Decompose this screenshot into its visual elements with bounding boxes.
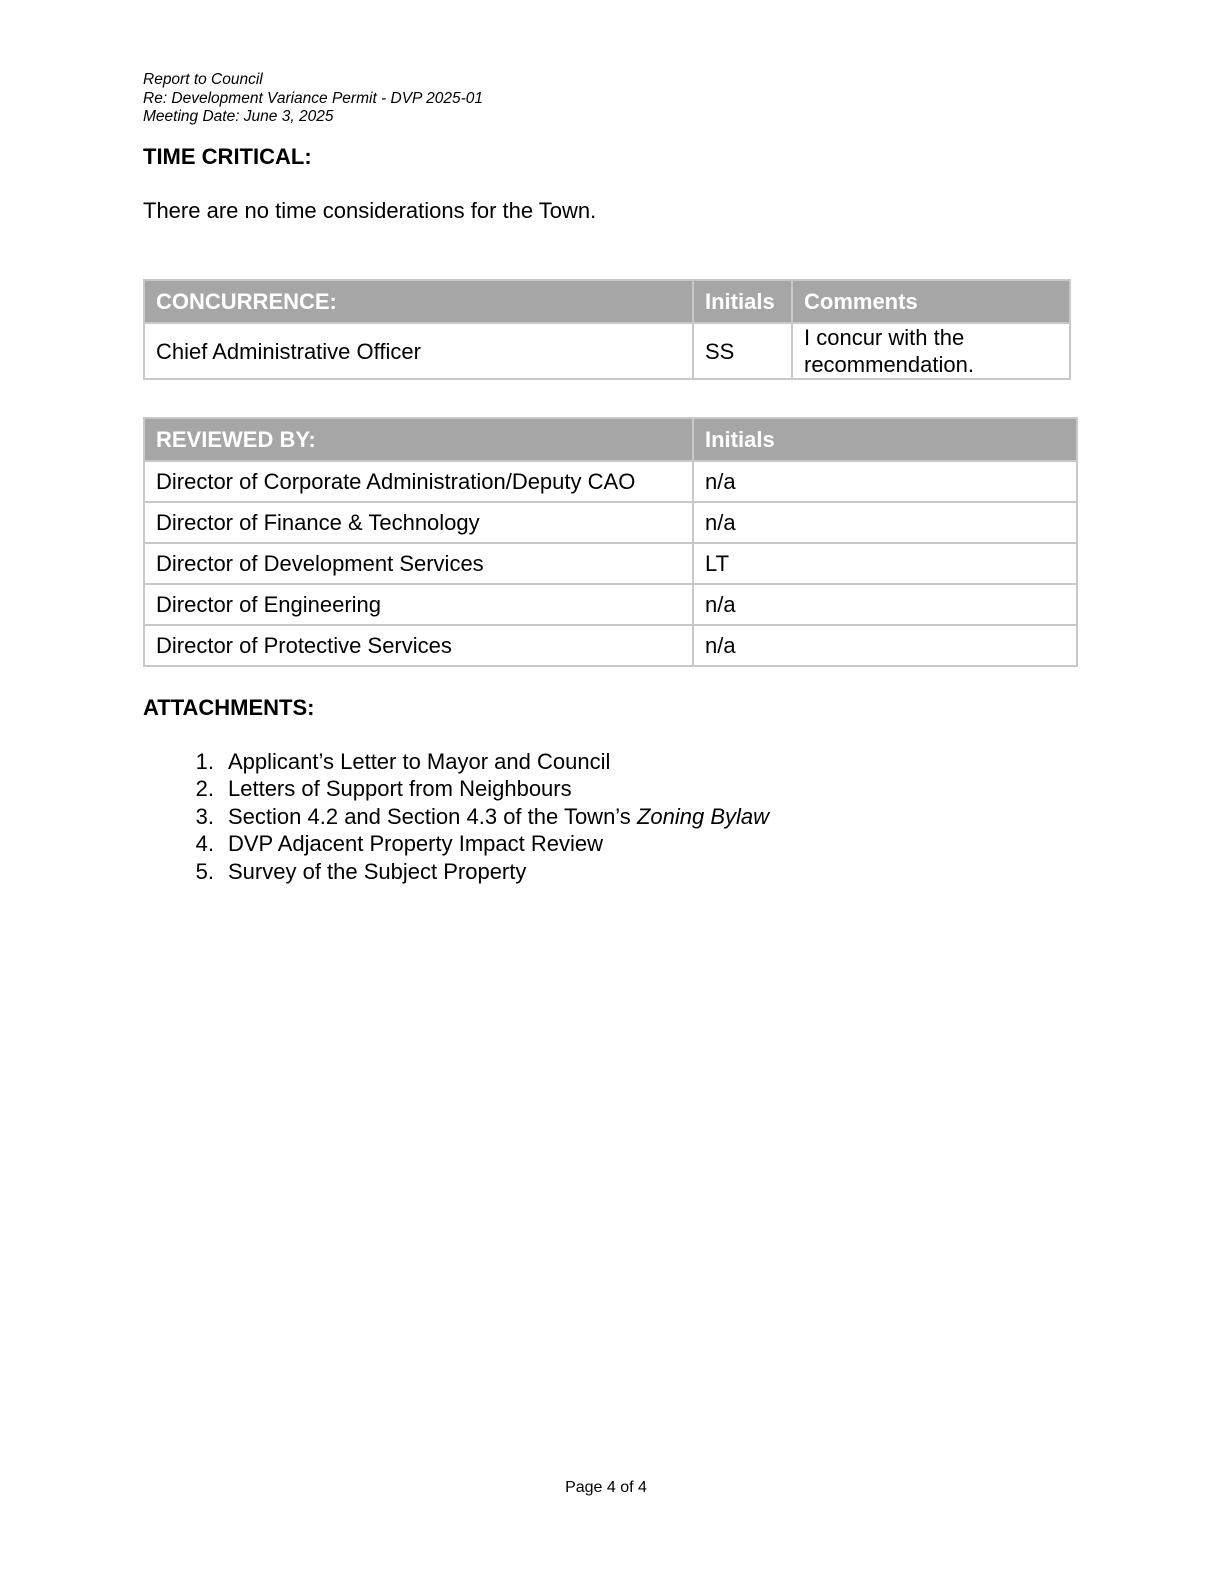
- document-header: [143, 71, 483, 127]
- concurrence-header-comments: Comments: [792, 280, 1070, 323]
- table-row: [144, 461, 1077, 502]
- list-item-text: Section 4.2 and Section 4.3 of the Town’s: [228, 803, 631, 829]
- list-item-text: Survey of the Subject Property: [228, 858, 527, 884]
- list-item-number: 5.: [195, 858, 214, 884]
- header-meeting-date-line: Meeting Date: June 3, 2025: [143, 108, 334, 125]
- list-item-text: Applicant’s Letter to Mayor and Council: [228, 749, 611, 774]
- reviewed-role-cell: Director of Finance & Technology: [144, 502, 693, 543]
- attachments-list: [143, 748, 769, 885]
- reviewed-header-initials: Initials: [693, 418, 1077, 461]
- concurrence-comment-cell: I concur with the recommendation.: [792, 323, 1070, 379]
- list-item: [143, 858, 769, 885]
- concurrence-table: [143, 279, 1071, 380]
- reviewed-header-row: [144, 418, 1077, 461]
- list-item-number: 3.: [195, 803, 214, 829]
- list-item: [143, 830, 769, 857]
- reviewed-header-role: REVIEWED BY:: [144, 418, 693, 461]
- header-report-line: Report to Council: [143, 71, 263, 88]
- time-critical-text: There are no time considerations for the Town.: [143, 198, 597, 223]
- table-row: [144, 584, 1077, 625]
- list-item-text: Letters of Support from Neighbours: [228, 776, 572, 802]
- table-row: [144, 625, 1077, 666]
- table-row: [144, 323, 1070, 379]
- list-item: [143, 803, 769, 830]
- reviewed-by-table: [143, 417, 1078, 667]
- list-item: [143, 748, 769, 775]
- time-critical-heading: TIME CRITICAL:: [143, 144, 312, 169]
- reviewed-role-cell: Director of Engineering: [144, 584, 693, 625]
- concurrence-header-role: CONCURRENCE:: [144, 280, 693, 323]
- table-row: [144, 502, 1077, 543]
- reviewed-initials-cell: LT: [693, 543, 1077, 584]
- table-row: [144, 543, 1077, 584]
- list-item-text: DVP Adjacent Property Impact Review: [228, 831, 603, 857]
- list-item-number: 1.: [195, 749, 214, 774]
- reviewed-role-cell: Director of Corporate Administration/Deputy CAO: [144, 461, 693, 502]
- reviewed-role-cell: Director of Protective Services: [144, 625, 693, 666]
- header-subject-line: Re: Development Variance Permit - DVP 2025-01: [143, 89, 484, 107]
- list-item-number: 4.: [195, 831, 214, 857]
- page-number: Page 4 of 4: [565, 1479, 647, 1496]
- concurrence-header-initials: Initials: [693, 280, 792, 323]
- list-item-number: 2.: [195, 776, 214, 802]
- concurrence-header-row: [144, 280, 1070, 323]
- reviewed-initials-cell: n/a: [693, 625, 1077, 666]
- reviewed-role-cell: Director of Development Services: [144, 543, 693, 584]
- reviewed-initials-cell: n/a: [693, 502, 1077, 543]
- reviewed-initials-cell: n/a: [693, 584, 1077, 625]
- concurrence-initials-cell: SS: [693, 323, 792, 379]
- attachments-heading: ATTACHMENTS:: [143, 695, 315, 720]
- list-item: [143, 775, 769, 802]
- reviewed-initials-cell: n/a: [693, 461, 1077, 502]
- concurrence-role-cell: Chief Administrative Officer: [144, 323, 693, 379]
- zoning-bylaw-title: Zoning Bylaw: [636, 803, 770, 829]
